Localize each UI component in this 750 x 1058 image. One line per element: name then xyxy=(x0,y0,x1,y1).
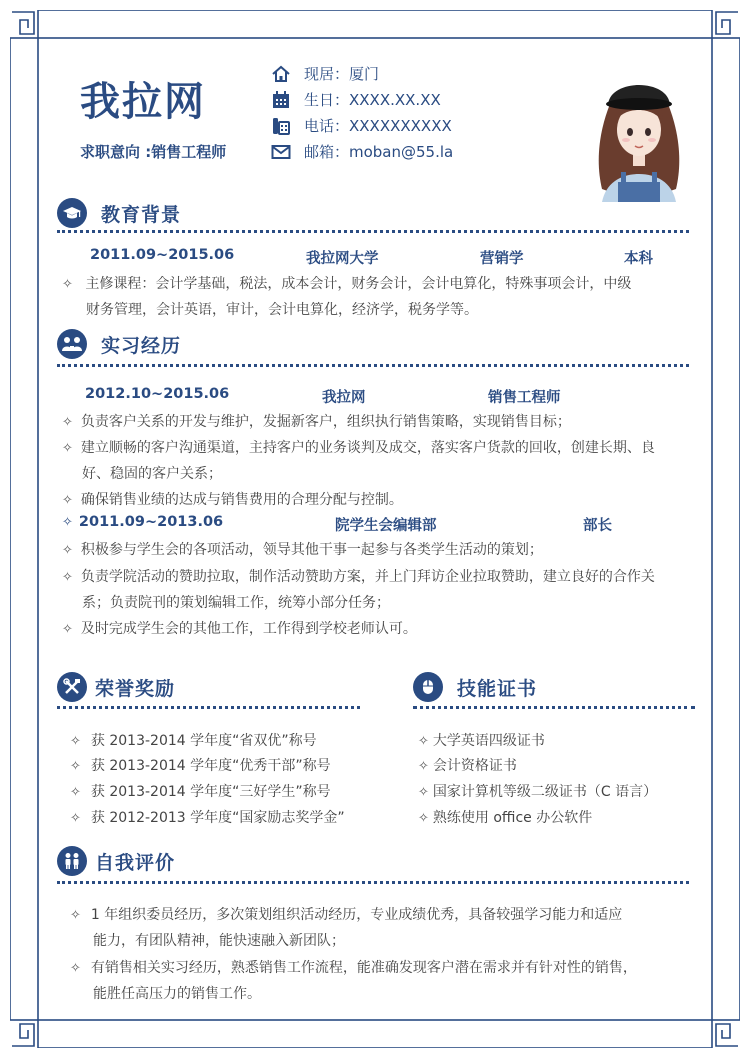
mouse-icon xyxy=(413,672,443,702)
job2-item: ✧ 及时完成学生会的其他工作，工作得到学校老师认可。 xyxy=(62,621,417,637)
home-icon xyxy=(270,64,292,84)
edu-degree: 本科 xyxy=(624,251,653,267)
job1-item-cont: 好、稳固的客户关系； xyxy=(82,466,222,482)
tools-icon xyxy=(57,672,87,702)
self-item-cont: 能胜任高压力的销售工作。 xyxy=(93,986,261,1002)
edu-courses-bullet xyxy=(62,271,631,298)
diamond-bullet-icon: ✧ xyxy=(70,785,81,800)
job2-item: ✧ 负责学院活动的赞助拉取，制作活动赞助方案，并上门拜访企业拉取赞助，建立良好的合作关 xyxy=(62,569,655,585)
diamond-bullet-icon: ✧ xyxy=(70,759,81,774)
address-text: 现居：厦门 xyxy=(304,65,380,83)
section-honors-header xyxy=(57,672,175,702)
section-education-header xyxy=(57,198,181,228)
diamond-bullet-icon: ✧ xyxy=(70,734,81,749)
divider xyxy=(57,881,689,884)
diamond-bullet-icon: ✧ xyxy=(418,734,429,749)
edu-major: 营销学 xyxy=(480,251,524,267)
section-self-title: 自我评价 xyxy=(95,851,176,874)
divider xyxy=(57,230,689,233)
phone-text: 电话：XXXXXXXXXX xyxy=(304,117,452,135)
diamond-bullet-icon: ✧ xyxy=(70,961,81,976)
diamond-bullet-icon: ✧ xyxy=(418,785,429,800)
diamond-bullet-icon: ✧ xyxy=(62,277,73,292)
skill-item: ✧ 熟练使用 office 办公软件 xyxy=(418,810,593,826)
divider xyxy=(57,706,360,709)
calendar-icon xyxy=(270,90,292,110)
divider xyxy=(413,706,695,709)
job2-head xyxy=(62,514,223,530)
honor-item: ✧ 获 2013-2014 学年度“三好学生”称号 xyxy=(70,784,331,800)
job2-org: 院学生会编辑部 xyxy=(335,518,437,534)
self-item: ✧ 有销售相关实习经历，熟悉销售工作流程，能准确发现客户潜在需求并有针对性的销售， xyxy=(70,960,637,976)
section-education-title: 教育背景 xyxy=(101,203,182,226)
diamond-bullet-icon: ✧ xyxy=(70,908,81,923)
honor-item: ✧ 获 2013-2014 学年度“省双优”称号 xyxy=(70,733,317,749)
job2-item-cont: 系；负责院刊的策划编辑工作，统筹小部分任务； xyxy=(82,595,390,611)
honor-item: ✧ 获 2013-2014 学年度“优秀干部”称号 xyxy=(70,758,331,774)
info-birthday xyxy=(270,89,441,110)
people-icon xyxy=(57,846,87,876)
edu-courses-text: 主修课程：会计学基础，税法，成本会计，财务会计，会计电算化，特殊事项会计，中级 xyxy=(85,276,632,292)
job1-period: 2012.10~2015.06 xyxy=(85,386,230,402)
self-item-cont: 能力，有团队精神，能快速融入新团队； xyxy=(93,933,345,949)
phone-icon xyxy=(270,116,292,136)
diamond-bullet-icon: ✧ xyxy=(62,441,73,456)
skill-item: ✧ 大学英语四级证书 xyxy=(418,733,545,749)
info-email xyxy=(270,141,453,162)
edu-period: 2011.09~2015.06 xyxy=(90,247,235,263)
self-item: ✧ 1 年组织委员经历，多次策划组织活动经历，专业成绩优秀，具备较强学习能力和适应 xyxy=(70,907,623,923)
info-phone xyxy=(270,115,452,136)
email-text: 邮箱：moban@55.la xyxy=(304,143,454,161)
section-internship-title: 实习经历 xyxy=(101,334,182,357)
edu-school: 我拉网大学 xyxy=(306,251,379,267)
avatar xyxy=(588,64,690,202)
job-intent: 求职意向 :销售工程师 xyxy=(80,143,227,161)
section-self-header xyxy=(57,846,175,876)
diamond-bullet-icon: ✧ xyxy=(62,622,73,637)
diamond-bullet-icon: ✧ xyxy=(62,543,73,558)
job2-item: ✧ 积极参与学生会的各项活动，领导其他干事一起参与各类学生活动的策划； xyxy=(62,542,543,558)
diamond-bullet-icon: ✧ xyxy=(62,415,73,430)
job2-role: 部长 xyxy=(583,518,612,534)
diamond-bullet-icon: ✧ xyxy=(418,811,429,826)
section-honors-title: 荣誉奖励 xyxy=(95,677,176,700)
job1-item: ✧ 建立顺畅的客户沟通渠道，主持客户的业务谈判及成交，落实客户货款的回收，创建长期、良 xyxy=(62,440,655,456)
job1-item: ✧ 确保销售业绩的达成与销售费用的合理分配与控制。 xyxy=(62,492,403,508)
team-icon xyxy=(57,329,87,359)
diamond-bullet-icon: ✧ xyxy=(62,570,73,585)
section-skills-title: 技能证书 xyxy=(457,677,538,700)
graduation-cap-icon xyxy=(57,198,87,228)
diamond-bullet-icon: ✧ xyxy=(62,493,73,508)
honor-item: ✧ 获 2012-2013 学年度“国家励志奖学金” xyxy=(70,810,345,826)
job2-period: 2011.09~2013.06 xyxy=(78,514,224,530)
job1-org: 我拉网 xyxy=(322,390,366,406)
section-skills-header xyxy=(413,672,537,702)
mail-icon xyxy=(270,142,292,162)
diamond-bullet-icon: ✧ xyxy=(418,759,429,774)
divider xyxy=(57,364,689,367)
info-address xyxy=(270,63,379,84)
diamond-bullet-icon: ✧ xyxy=(70,811,81,826)
edu-courses-cont: 财务管理，会计英语，审计，会计电算化，经济学，税务学等。 xyxy=(86,302,478,318)
job1-item: ✧ 负责客户关系的开发与维护，发掘新客户，组织执行销售策略，实现销售目标； xyxy=(62,414,571,430)
skill-item: ✧ 国家计算机等级二级证书（C 语言） xyxy=(418,784,658,800)
job1-role: 销售工程师 xyxy=(488,390,561,406)
diamond-bullet-icon: ✧ xyxy=(62,515,73,530)
section-internship-header xyxy=(57,329,181,359)
resume-name: 我拉网 xyxy=(80,79,206,125)
skill-item: ✧ 会计资格证书 xyxy=(418,758,517,774)
birthday-text: 生日：XXXX.XX.XX xyxy=(304,91,441,109)
